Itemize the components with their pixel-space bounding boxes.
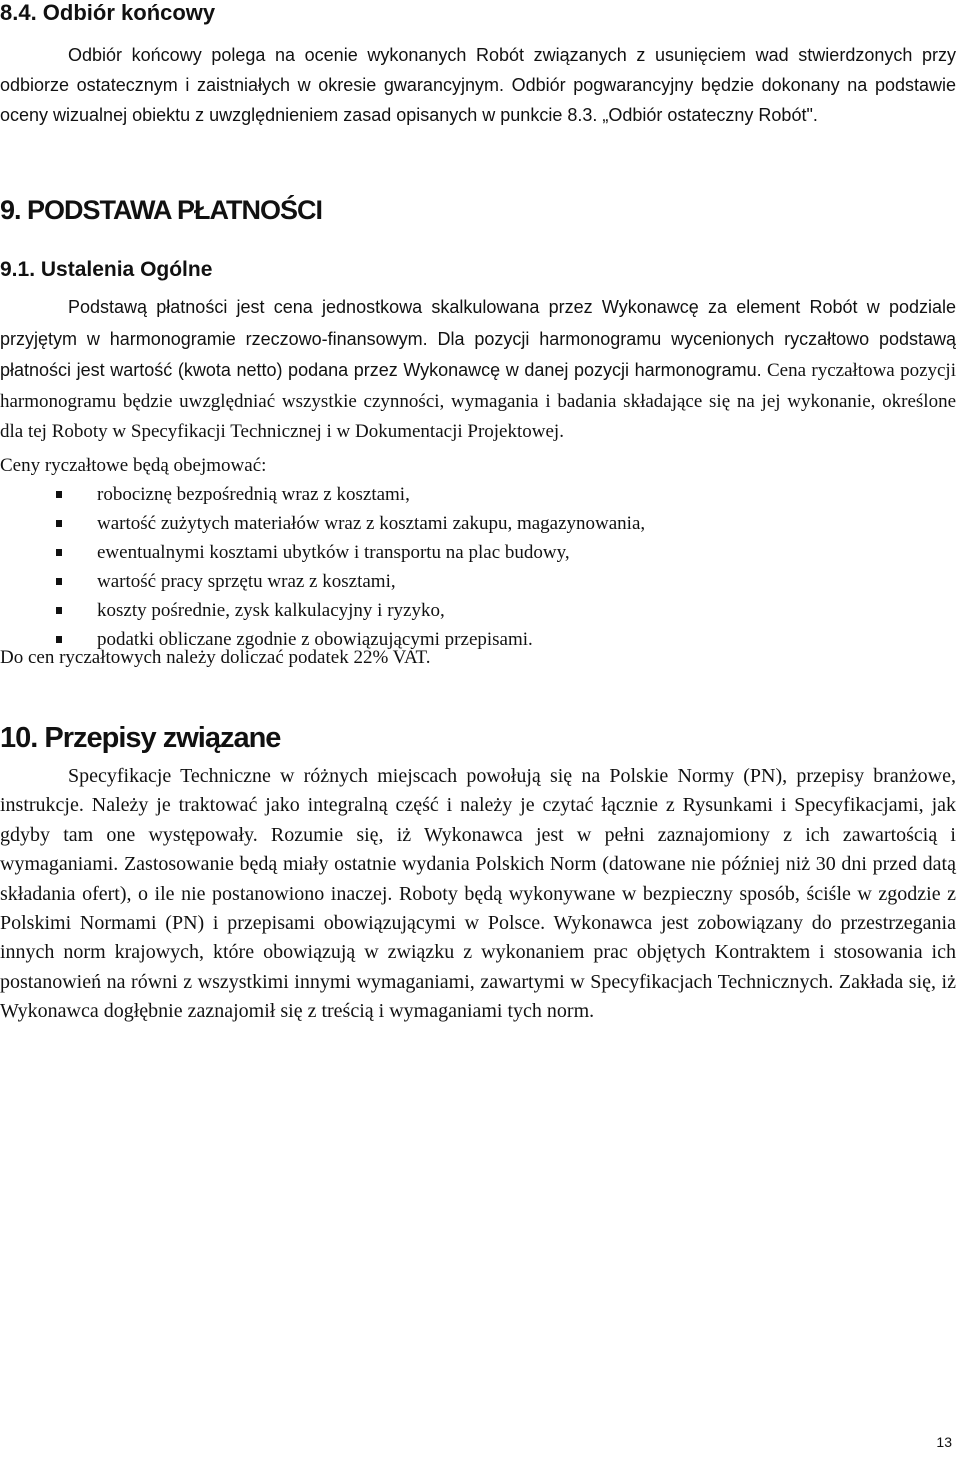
list-item-text: wartość zużytych materiałów wraz z kosztami zakupu, magazynowania, <box>97 513 646 534</box>
square-bullet-icon <box>56 549 62 556</box>
section-9-heading: 9. PODSTAWA PŁATNOŚCI <box>0 195 323 225</box>
list-item-text: wartość pracy sprzętu wraz z kosztami, <box>97 571 396 592</box>
list-item-text: ewentualnymi kosztami ubytków i transportu na plac budowy, <box>97 542 570 563</box>
square-bullet-icon <box>56 578 62 585</box>
section-9-1-body-sans: Podstawą płatności jest cena jednostkowa skalkulowana przez Wykonawcę za element Robót w podziale przyjętym w harmonogramie rzeczowo-finansowym. Dla pozycji harmonogramu wycenionych ryczałtowo podstawą płatności jest wartość (kwota netto) podana przez Wykonawcę w danej pozycji harmonogramu. <box>0 297 956 380</box>
section-9-1-body-serif: Cena ryczałtowa pozycji harmonogramu będzie uwzględniać wszystkie czynności, wymagania i badania składające się na jej wykonanie, określone dla tej Roboty w Specyfikacji Technicznej i w Dokumentacji Projektowej. <box>0 360 956 442</box>
list-item-text: koszty pośrednie, zysk kalkulacyjny i ryzyko, <box>97 600 445 621</box>
list-item <box>0 596 900 625</box>
list-item <box>0 480 900 509</box>
square-bullet-icon <box>56 636 62 643</box>
section-8-4-heading: 8.4. Odbiór końcowy <box>0 0 216 25</box>
square-bullet-icon <box>56 491 62 498</box>
section-9-1-heading: 9.1. Ustalenia Ogólne <box>0 258 213 281</box>
square-bullet-icon <box>56 607 62 614</box>
list-item <box>0 509 900 538</box>
section-10-body: Specyfikacje Techniczne w różnych miejscach powołują się na Polskie Normy (PN), przepisy branżowe, instrukcje. Należy je traktować jako integralną część i należy je czytać łącznie z Rysunkami i Specyfikacjami, jak gdyby tam one występowały. Rozumie się, iż Wykonawca jest w pełni zaznajomiony z ich zawartością i wymaganiami. Zastosowanie będą miały ostatnie wydania Polskich Norm (datowane nie później niż 30 dni przed datą składania ofert), o ile nie postanowiono inaczej. Roboty będą wykonywane w bezpieczny sposób, ściśle w zgodzie z Polskimi Normami (PN) i przepisami obowiązującymi w Polsce. Wykonawca jest zobowiązany do przestrzegania innych norm krajowych, które obowiązują w związku z wykonaniem prac objętych Kontraktem i stosowania ich postanowień na równi z wszystkimi innymi wymaganiami, zawartymi w Specyfikacjach Technicznych. Zakłada się, iż Wykonawca dogłębnie zaznajomił się z treścią i wymaganiami tych norm. <box>0 765 956 1023</box>
list-item-text: robociznę bezpośrednią wraz z kosztami, <box>97 484 410 505</box>
section-9-1-body <box>0 292 956 448</box>
list-item <box>0 538 900 567</box>
section-10-heading: 10. Przepisy związane <box>0 722 281 754</box>
page-number: 13 <box>936 1434 952 1450</box>
list-item <box>0 567 900 596</box>
section-8-4-body: Odbiór końcowy polega na ocenie wykonanych Robót związanych z usunięciem wad stwierdzonych przy odbiorze ostatecznym i zaistniałych w okresie gwarancyjnym. Odbiór pogwarancyjny będzie dokonany na podstawie oceny wizualnej obiektu z uwzględnieniem zasad opisanych w punkcie 8.3. „Odbiór ostateczny Robót". <box>0 45 956 125</box>
list-item-text: podatki obliczane zgodnie z obowiązującymi przepisami. <box>97 629 533 650</box>
vat-note: Do cen ryczałtowych należy doliczać podatek 22% VAT. <box>0 647 431 668</box>
ceny-intro: Ceny ryczałtowe będą obejmować: <box>0 455 267 476</box>
square-bullet-icon <box>56 520 62 527</box>
ceny-list <box>0 480 900 654</box>
